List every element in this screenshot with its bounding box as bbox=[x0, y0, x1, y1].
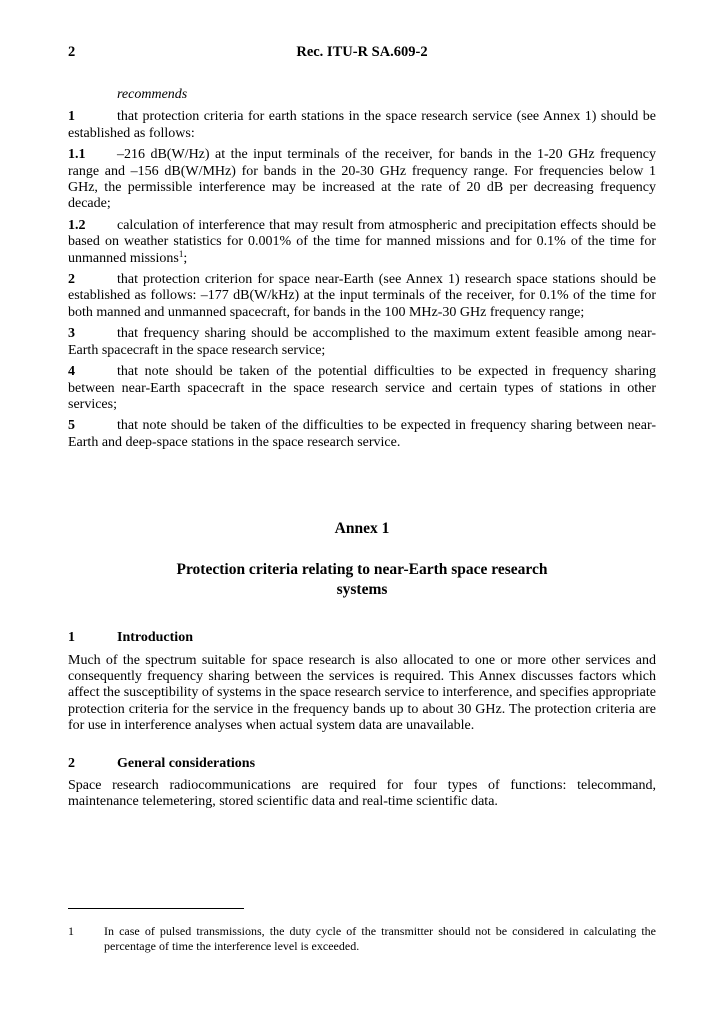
recommendation-item bbox=[68, 147, 656, 213]
section-number: 2 bbox=[68, 755, 75, 771]
section-heading bbox=[68, 756, 656, 772]
document-body bbox=[68, 87, 656, 816]
item-text: –216 dB(W/Hz) at the input terminals of the receiver, for bands in the 1-20 GHz frequency range and –156 dB(W/MHz) for bands in the 20-30 GHz frequency range. For frequencies below 1 GHz, the permissible interference may be increased at the rate of 20 dB per decreasing frequency decade; bbox=[68, 147, 656, 212]
item-number: 3 bbox=[68, 326, 75, 342]
item-text-end: ; bbox=[183, 250, 188, 266]
page-number: 2 bbox=[68, 44, 76, 60]
annex-label: Annex 1 bbox=[334, 520, 390, 538]
item-number: 1.2 bbox=[68, 217, 86, 233]
item-number: 1 bbox=[68, 109, 75, 125]
item-text: that protection criteria for earth stations in the space research service (see Annex 1) should be established as follows: bbox=[68, 109, 656, 141]
recommendation-item bbox=[68, 364, 656, 413]
annex-title: Protection criteria relating to near-Earth space research systems bbox=[176, 561, 548, 599]
section-paragraph: Much of the spectrum suitable for space research is also allocated to one or more other services and consequently frequency sharing between the services is required. This Annex discusses factors which affect the susceptibility of systems in the space research service to interference, and specifies appropriate protection criteria for the service in the frequency bands up to about 30 GHz. The protection criteria are for use in interference analyses when actual system data are unavailable. bbox=[68, 652, 656, 734]
footnote bbox=[68, 924, 656, 954]
footnote-number: 1 bbox=[68, 924, 74, 938]
item-number: 4 bbox=[68, 364, 75, 380]
section-paragraph: Space research radiocommunications are required for four types of functions: telecommand, maintenance telemetering, stored scientific data and real-time scientific data. bbox=[68, 777, 656, 810]
section-heading bbox=[68, 630, 656, 646]
recommendation-item bbox=[68, 218, 656, 267]
document-title: Rec. ITU-R SA.609-2 bbox=[296, 44, 428, 60]
footnote-reference: 1 bbox=[178, 248, 184, 259]
item-number: 2 bbox=[68, 272, 75, 288]
item-number: 1.1 bbox=[68, 147, 86, 163]
footnote-separator bbox=[68, 908, 244, 909]
page-header bbox=[68, 44, 656, 64]
section-title: General considerations bbox=[117, 755, 256, 771]
recommends-label: recommends bbox=[117, 87, 188, 102]
item-text: that note should be taken of the difficulties to be expected in frequency sharing between near-Earth and deep-space stations in the space research service. bbox=[68, 418, 656, 450]
recommendation-item bbox=[68, 418, 656, 451]
item-text: calculation of interference that may result from atmospheric and precipitation effects should be based on weather statistics for 0.001% of the time for manned missions and for 0.1% of the time for unmanned missions bbox=[68, 217, 656, 266]
section-title: Introduction bbox=[117, 630, 193, 646]
item-number: 5 bbox=[68, 418, 75, 434]
section-number: 1 bbox=[68, 630, 75, 646]
item-text: that note should be taken of the potential difficulties to be expected in frequency sharing between near-Earth spacecraft in the space research service and certain types of stations in other services; bbox=[68, 364, 656, 412]
item-text: that protection criterion for space near-Earth (see Annex 1) research space stations should be established as follows: –177 dB(W/kHz) at the input terminals of the receiver, for 0.1% of the time for both manned and unmanned spacecraft, for bands in the 100 MHz-30 GHz frequency range; bbox=[68, 272, 656, 320]
footnote-text: In case of pulsed transmissions, the duty cycle of the transmitter should not be considered in calculating the percentage of time the interference level is exceeded. bbox=[104, 924, 656, 953]
item-text: that frequency sharing should be accomplished to the maximum extent feasible among near-Earth spacecraft in the space research service; bbox=[68, 326, 656, 358]
recommendation-item bbox=[68, 272, 656, 321]
recommendation-item bbox=[68, 326, 656, 359]
recommendation-item bbox=[68, 109, 656, 142]
